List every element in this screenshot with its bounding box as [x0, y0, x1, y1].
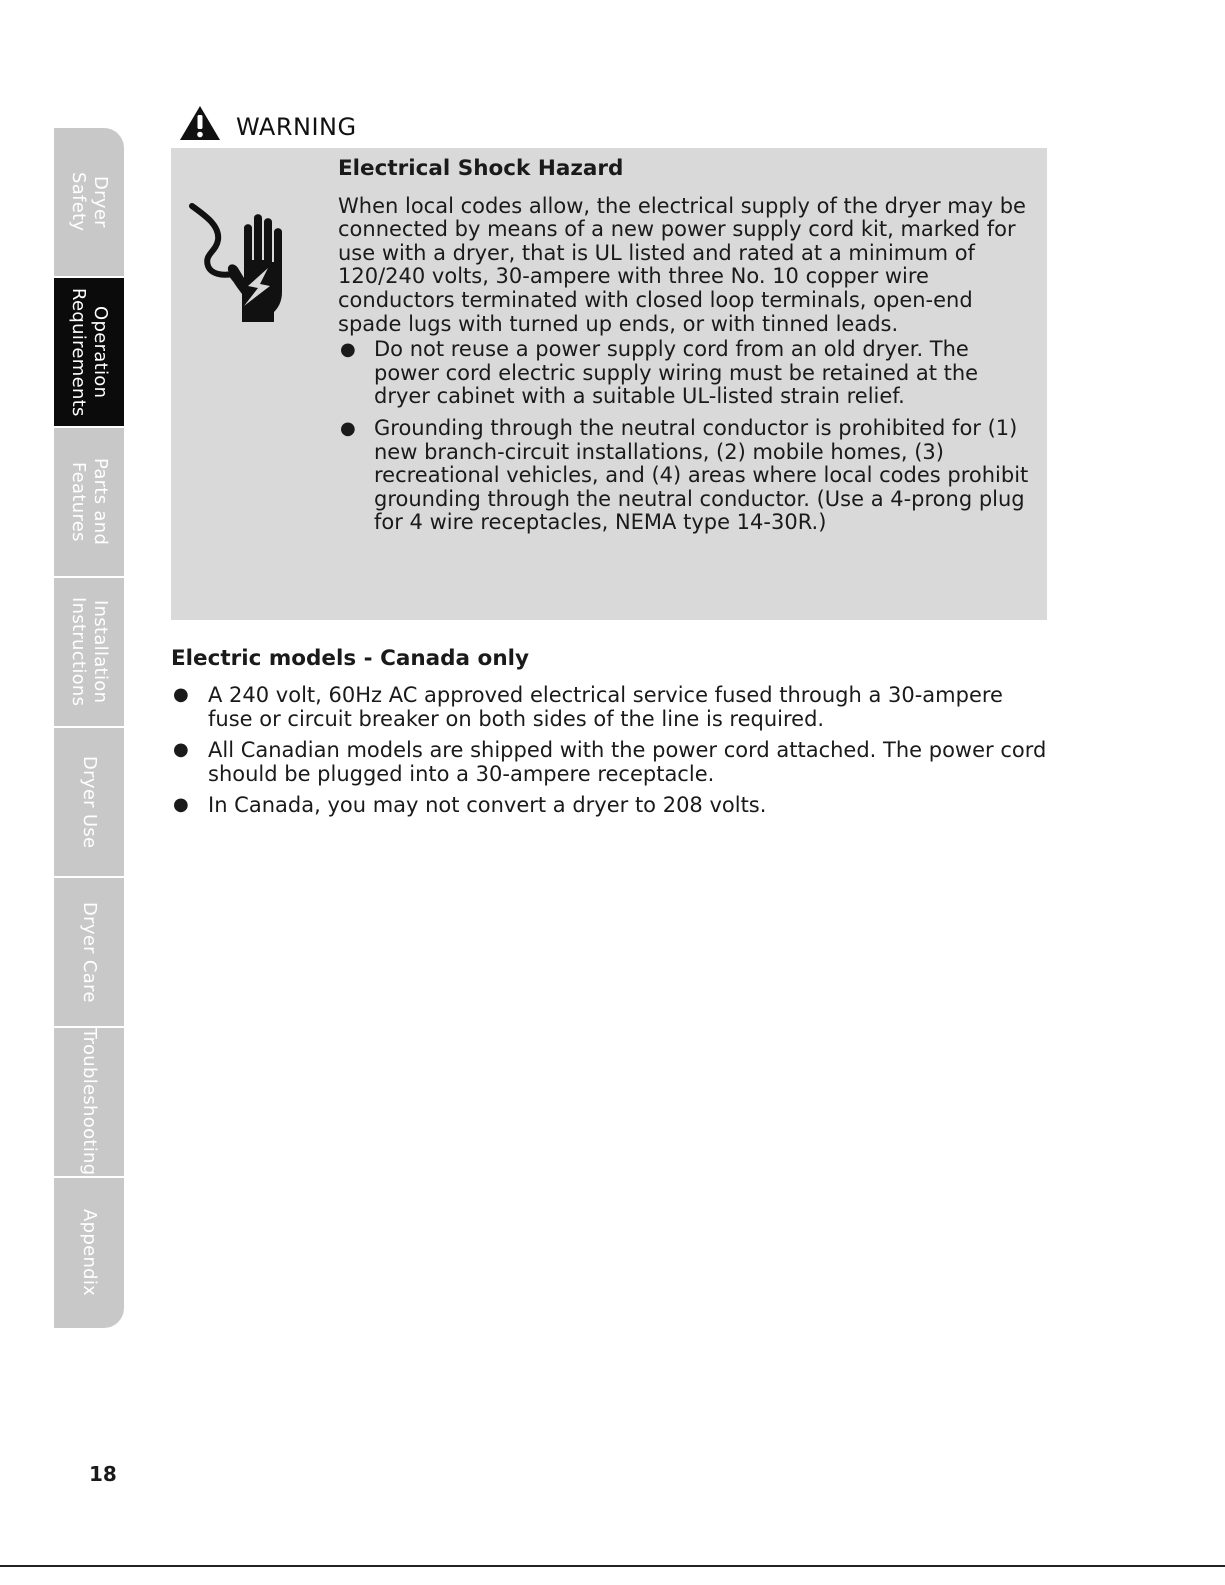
bullet-icon: ● — [173, 684, 189, 705]
bottom-divider — [0, 1565, 1225, 1567]
tab-label: Installation Instructions — [68, 597, 111, 707]
page-number: 18 — [89, 1462, 117, 1486]
tab-label: Parts and Features — [68, 458, 111, 546]
section-heading: Electric models - Canada only — [171, 646, 530, 671]
list-item-text: Grounding through the neutral conductor is prohibited for (1) new branch-circuit installations, (2) mobile homes, (3) recreational vehicles, and (4) areas where local codes prohibit grounding through the neutral conductor. (Use a 4-prong plug for 4 wire receptacles, NEMA type 14-30R.) — [374, 415, 1029, 535]
warning-triangle-icon — [178, 104, 222, 142]
list-item — [171, 683, 1051, 731]
list-item-text: A 240 volt, 60Hz AC approved electrical service fused through a 30-ampere fuse or circuit breaker on both sides of the line is required. — [208, 683, 1003, 731]
tab-troubleshooting[interactable] — [54, 1028, 124, 1178]
list-item — [171, 793, 1051, 817]
list-item — [338, 417, 1038, 535]
tab-dryer-care[interactable] — [54, 878, 124, 1028]
tab-label: Dryer Safety — [68, 172, 111, 232]
tab-appendix[interactable] — [54, 1178, 124, 1328]
tab-label: Dryer Use — [79, 755, 100, 849]
list-item — [338, 338, 1038, 409]
warning-header — [178, 104, 357, 142]
section-tabs — [54, 128, 124, 1328]
list-item-text: Do not reuse a power supply cord from an old dryer. The power cord electric supply wiring must be retained at the dryer cabinet with a suitable UL-listed strain relief. — [374, 337, 979, 409]
canada-section — [171, 647, 1051, 824]
tab-label: Operation Requirements — [68, 287, 111, 417]
tab-installation-instructions[interactable] — [54, 578, 124, 728]
warning-bullets — [338, 338, 1038, 535]
warning-paragraph: When local codes allow, the electrical supply of the dryer may be connected by means of a new power supply cord kit, marked for use with a dryer, that is UL listed and rated at a minimum of 120/240 volts, 30-ampere with three No. 10 copper wire conductors terminated with closed loop terminals, open-end spade lugs with turned up ends, or with tinned leads. — [338, 193, 1026, 336]
warning-text — [338, 157, 1038, 543]
bullet-icon: ● — [173, 794, 189, 815]
hazard-title: Electrical Shock Hazard — [338, 156, 624, 181]
list-item-text: In Canada, you may not convert a dryer to 208 volts. — [208, 793, 767, 817]
signal-word: WARNING — [236, 113, 357, 141]
tab-label: Troubleshooting — [79, 1028, 100, 1176]
tab-dryer-use[interactable] — [54, 728, 124, 878]
canada-bullets — [171, 683, 1051, 817]
bullet-icon: ● — [340, 417, 356, 439]
electrical-shock-hand-icon — [186, 202, 302, 328]
list-item-text: All Canadian models are shipped with the power cord attached. The power cord should be plugged into a 30-ampere receptacle. — [208, 738, 1047, 786]
tab-label: Appendix — [79, 1209, 100, 1297]
tab-dryer-safety[interactable] — [54, 128, 124, 278]
bullet-icon: ● — [340, 339, 356, 361]
tab-parts-and-features[interactable] — [54, 428, 124, 578]
bullet-icon: ● — [173, 739, 189, 760]
tab-label: Dryer Care — [79, 901, 100, 1003]
list-item — [171, 738, 1051, 786]
tab-operation-requirements[interactable] — [54, 278, 124, 428]
